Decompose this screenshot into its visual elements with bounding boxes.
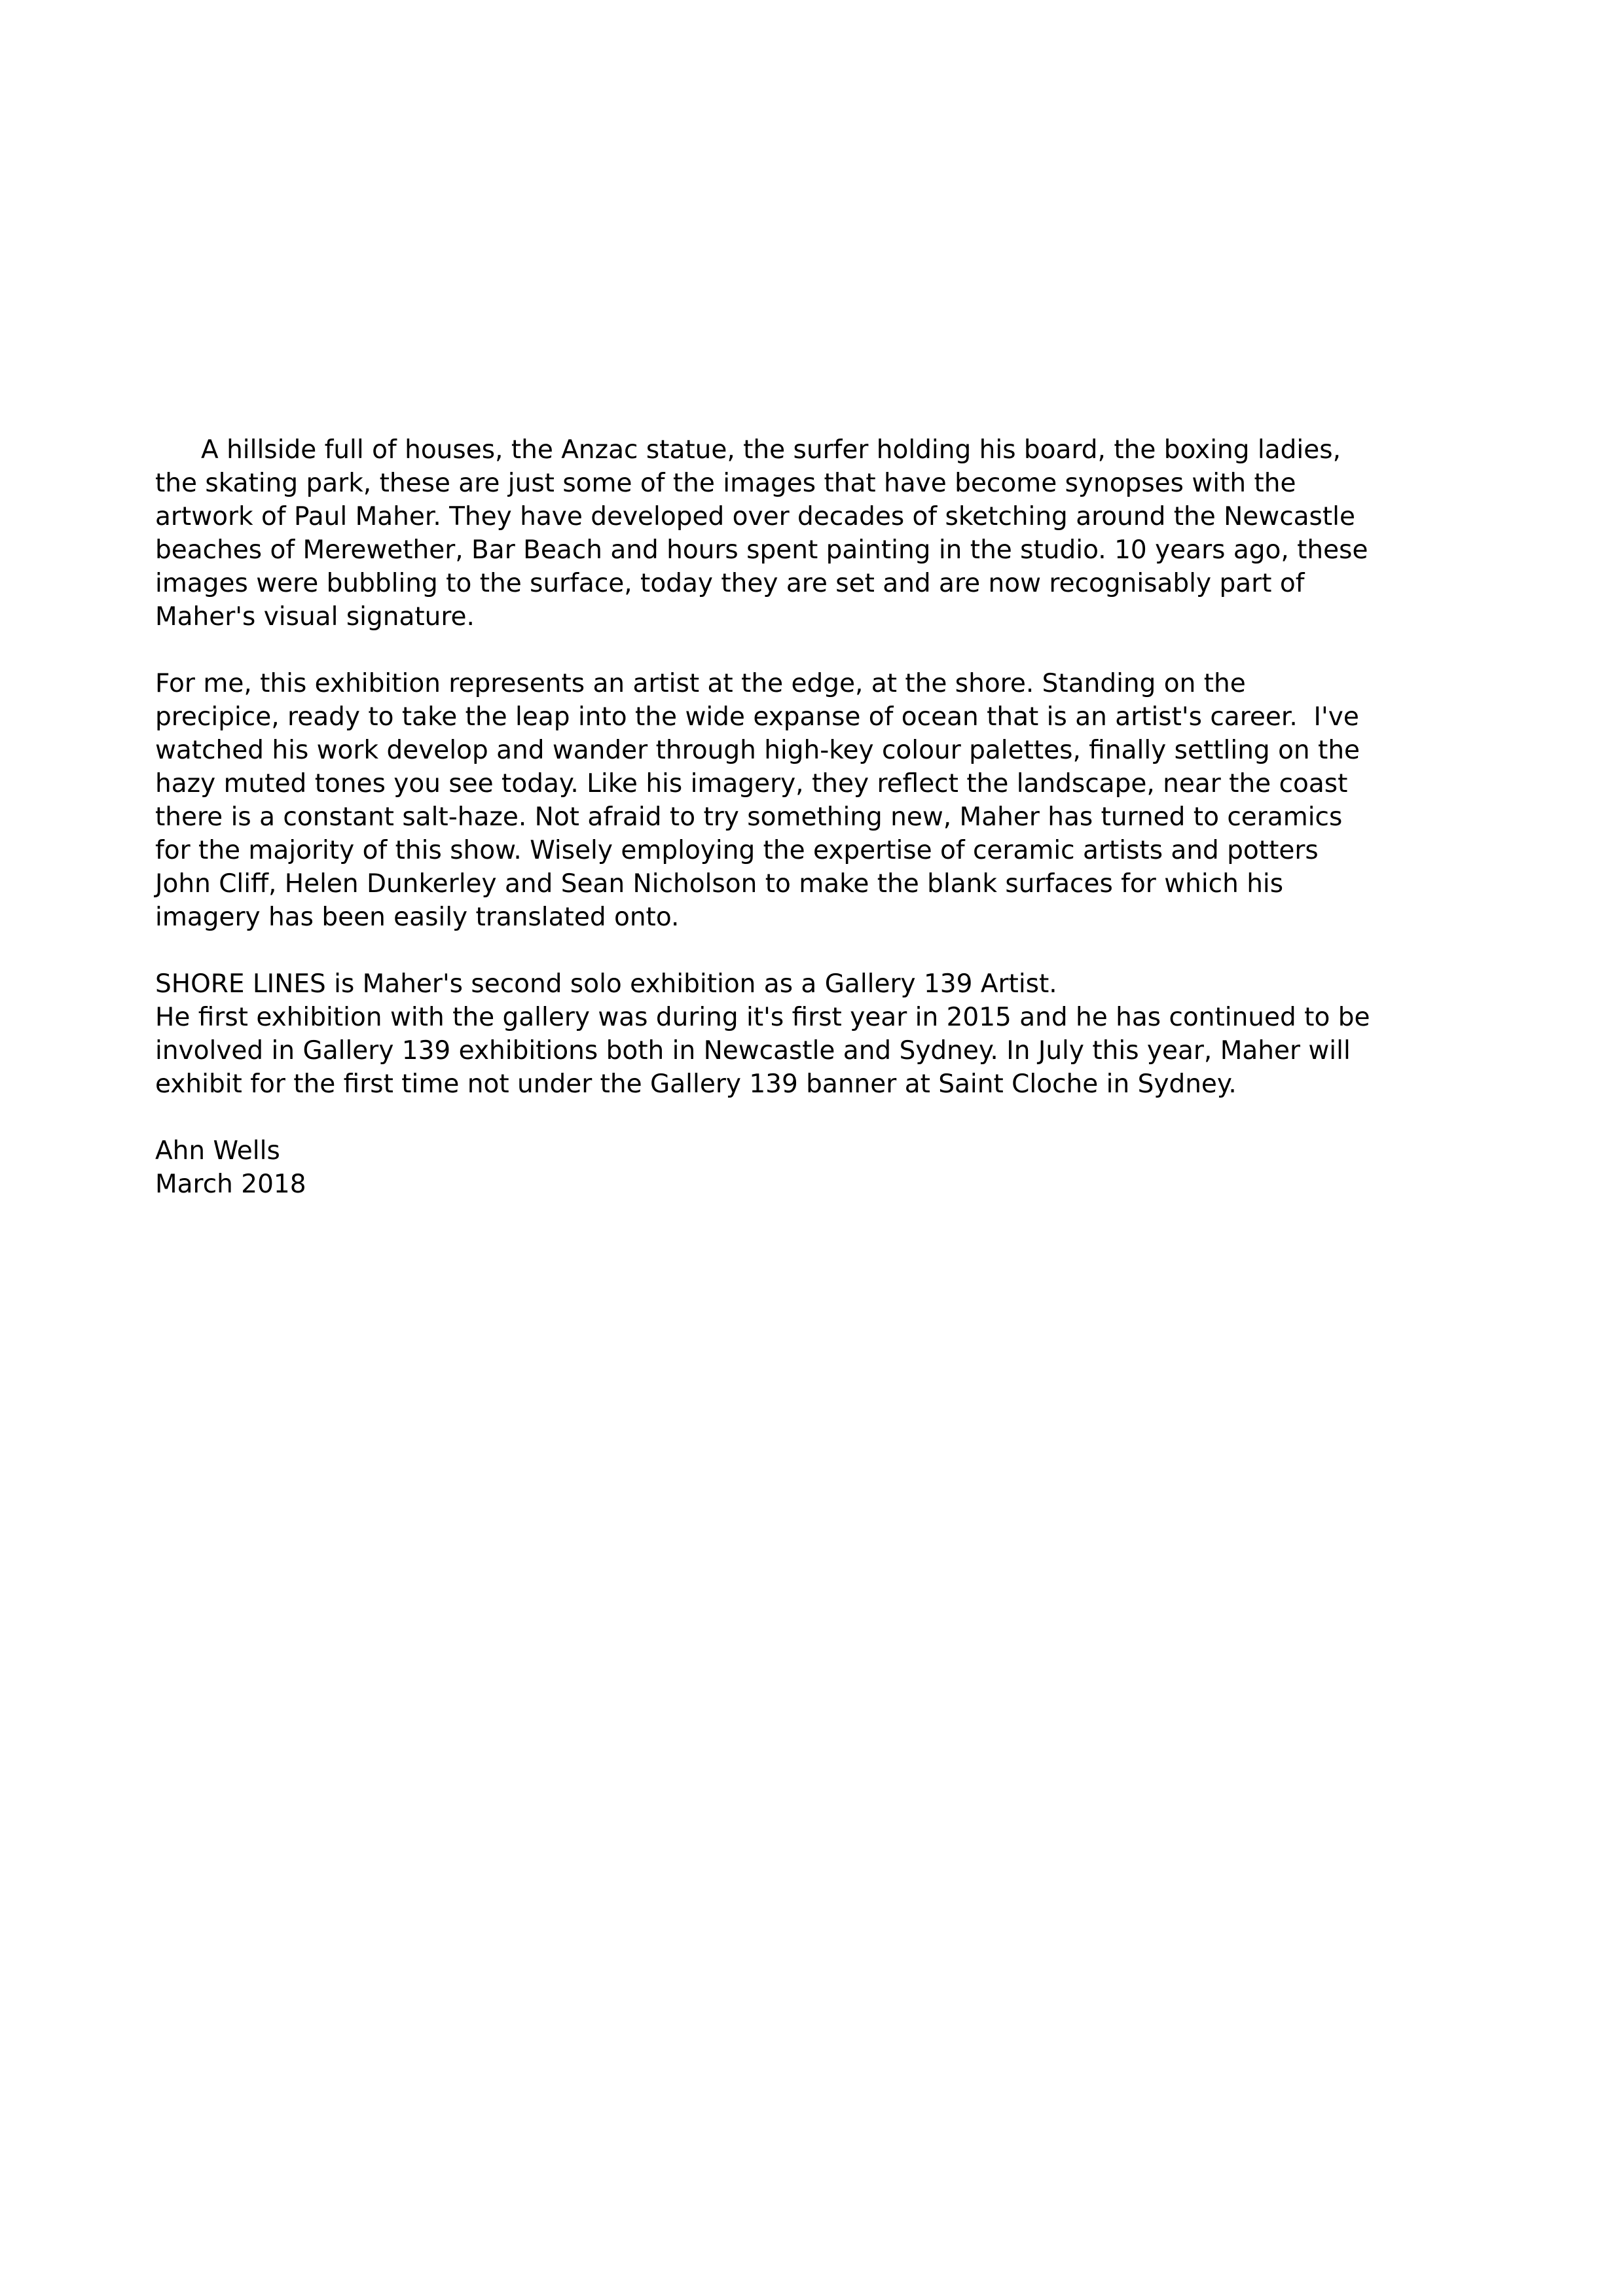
paragraph-spacer xyxy=(155,934,1491,967)
paragraph-line: John Cliff, Helen Dunkerley and Sean Nicholson to make the blank surfaces for which his xyxy=(155,869,1284,899)
paragraph-line: beaches of Merewether, Bar Beach and hours spent painting in the studio. 10 years ago, these xyxy=(155,535,1368,565)
paragraph-line: imagery has been easily translated onto. xyxy=(155,903,680,932)
paragraph-line: images were bubbling to the surface, today they are set and are now recognisably part of xyxy=(155,569,1305,598)
signature-date: March 2018 xyxy=(155,1170,306,1199)
paragraph-line: hazy muted tones you see today. Like his imagery, they reflect the landscape, near the coast xyxy=(155,769,1348,798)
paragraph-3 xyxy=(155,967,1491,1101)
essay-body xyxy=(155,433,1491,1201)
paragraph-1 xyxy=(155,433,1491,634)
paragraph-spacer xyxy=(155,634,1491,667)
paragraph-line: artwork of Paul Maher. They have developed over decades of sketching around the Newcastle xyxy=(155,502,1355,531)
paragraph-line: the skating park, these are just some of the images that have become synopses with the xyxy=(155,469,1296,498)
paragraph-line: Maher's visual signature. xyxy=(155,602,475,632)
paragraph-2 xyxy=(155,667,1491,934)
signature-block xyxy=(155,1134,1491,1201)
paragraph-line: For me, this exhibition represents an artist at the edge, at the shore. Standing on the xyxy=(155,669,1246,698)
paragraph-line: for the majority of this show. Wisely employing the expertise of ceramic artists and potters xyxy=(155,836,1319,865)
paragraph-line: exhibit for the first time not under the Gallery 139 banner at Saint Cloche in Sydney. xyxy=(155,1069,1237,1099)
paragraph-line: involved in Gallery 139 exhibitions both in Newcastle and Sydney. In July this year, Maher will xyxy=(155,1036,1351,1066)
paragraph-line: there is a constant salt-haze. Not afraid to try something new, Maher has turned to ceramics xyxy=(155,802,1343,832)
paragraph-line: A hillside full of houses, the Anzac statue, the surfer holding his board, the boxing ladies, xyxy=(201,435,1341,465)
paragraph-line: precipice, ready to take the leap into the wide expanse of ocean that is an artist's career. I've xyxy=(155,702,1359,732)
paragraph-line: watched his work develop and wander through high-key colour palettes, finally settling on the xyxy=(155,736,1360,765)
paragraph-line: SHORE LINES is Maher's second solo exhibition as a Gallery 139 Artist. xyxy=(155,969,1057,999)
paragraph-spacer xyxy=(155,1101,1491,1134)
author-name: Ahn Wells xyxy=(155,1136,280,1166)
paragraph-line: He first exhibition with the gallery was during it's first year in 2015 and he has continued to be xyxy=(155,1003,1370,1032)
